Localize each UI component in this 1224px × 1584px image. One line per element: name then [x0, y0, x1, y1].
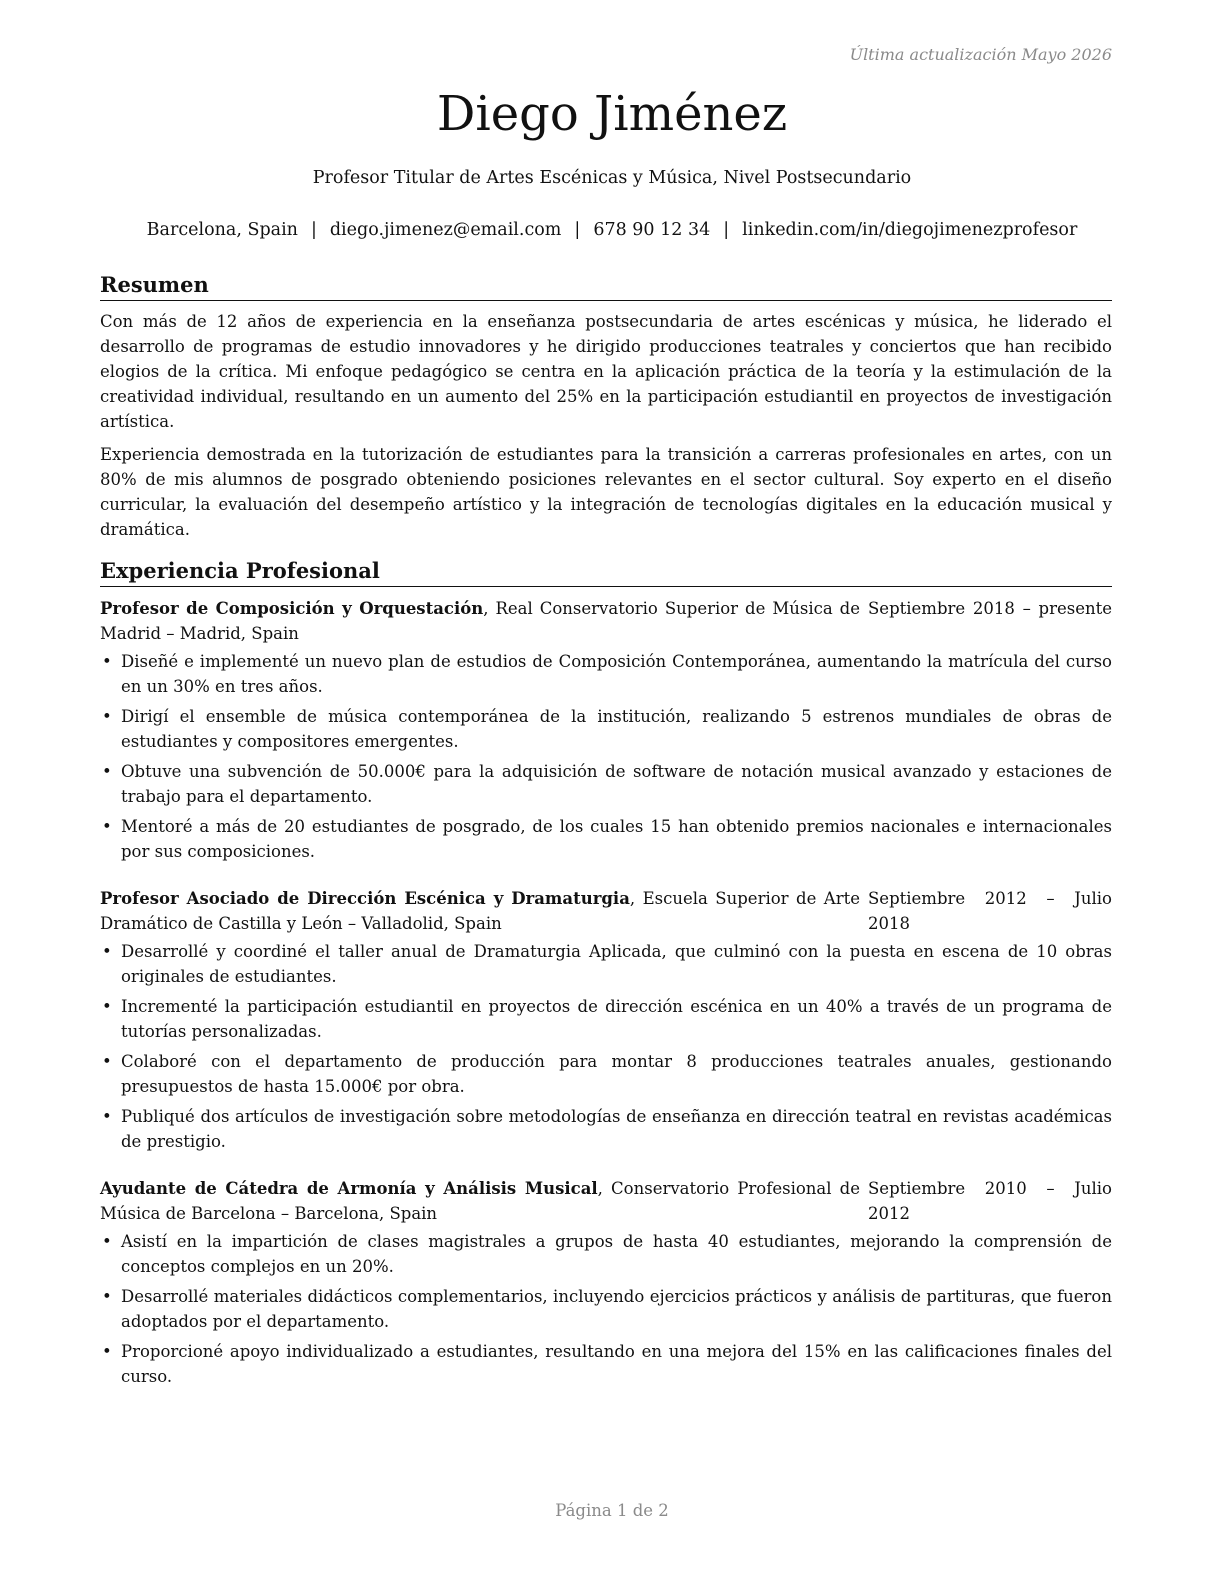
job-achievements — [100, 939, 1112, 1154]
bullet-icon: • — [102, 707, 112, 726]
contact-phone: 678 90 12 34 — [593, 220, 711, 240]
job-entry — [100, 886, 1112, 1154]
job-achievements — [100, 1229, 1112, 1389]
achievement-text: Colaboré con el departamento de producción para montar 8 producciones teatrales anuales, gestionando presupuestos de hasta 15.000€ por obra. — [121, 1052, 1112, 1096]
achievement-item — [100, 1104, 1112, 1154]
job-title: Profesor Asociado de Dirección Escénica y Dramaturgia — [100, 889, 630, 908]
achievement-text: Diseñé e implementé un nuevo plan de estudios de Composición Contemporánea, aumentando la matrícula del curso en un 30% en tres años. — [121, 652, 1112, 696]
achievement-item — [100, 939, 1112, 989]
job-role — [100, 886, 860, 936]
achievement-item — [100, 704, 1112, 754]
candidate-name: Diego Jiménez — [436, 86, 788, 142]
contact-location: Barcelona, Spain — [146, 220, 298, 240]
bullet-icon: • — [102, 997, 112, 1016]
bullet-icon: • — [102, 1107, 112, 1126]
job-entry — [100, 1176, 1112, 1389]
job-title: Profesor de Composición y Orquestación — [100, 599, 484, 618]
job-entry — [100, 596, 1112, 864]
job-dates: Septiembre 2018 – presente — [868, 599, 1112, 618]
achievement-item — [100, 1284, 1112, 1334]
job-title: Ayudante de Cátedra de Armonía y Análisis Musical — [100, 1179, 598, 1198]
bullet-icon: • — [102, 762, 112, 781]
achievement-item — [100, 814, 1112, 864]
bullet-icon: • — [102, 1052, 112, 1071]
achievement-text: Proporcioné apoyo individualizado a estudiantes, resultando en una mejora del 15% en las calificaciones finales del curso. — [121, 1342, 1112, 1386]
job-role — [100, 1176, 860, 1226]
bullet-icon: • — [102, 1232, 112, 1251]
job-organization: , Real Conservatorio Superior de Música de Madrid – Madrid, Spain — [100, 599, 860, 643]
achievement-item — [100, 1339, 1112, 1389]
job-organization: , Escuela Superior de Arte Dramático de Castilla y León – Valladolid, Spain — [100, 889, 860, 933]
contact-line — [0, 220, 1224, 240]
job-headline: Profesor Titular de Artes Escénicas y Música, Nivel Postsecundario — [312, 168, 912, 188]
page-number: Página 1 de 2 — [555, 1501, 669, 1520]
job-header — [100, 886, 1112, 936]
experience-section — [100, 556, 1112, 1389]
bullet-icon: • — [102, 1342, 112, 1361]
achievement-item — [100, 759, 1112, 809]
section-title-experience: Experiencia Profesional — [100, 556, 1112, 587]
job-header — [100, 596, 1112, 646]
contact-linkedin[interactable]: linkedin.com/in/diegojimenezprofesor — [742, 220, 1078, 240]
contact-separator: | — [574, 220, 581, 240]
achievement-item — [100, 649, 1112, 699]
summary-section — [100, 270, 1112, 542]
achievement-text: Obtuve una subvención de 50.000€ para la adquisición de software de notación musical avanzado y estaciones de trabajo para el departamento. — [121, 762, 1112, 806]
contact-separator: | — [310, 220, 317, 240]
job-role — [100, 596, 860, 646]
contact-email[interactable]: diego.jimenez@email.com — [329, 220, 562, 240]
achievement-text: Asistí en la impartición de clases magistrales a grupos de hasta 40 estudiantes, mejorando la comprensión de conceptos complejos en un 20%. — [121, 1232, 1112, 1276]
achievement-item — [100, 994, 1112, 1044]
achievement-text: Incrementé la participación estudiantil en proyectos de dirección escénica en un 40% a través de un programa de tutorías personalizadas. — [121, 997, 1112, 1041]
job-achievements — [100, 649, 1112, 864]
job-organization: , Conservatorio Profesional de Música de Barcelona – Barcelona, Spain — [100, 1179, 861, 1223]
achievement-item — [100, 1049, 1112, 1099]
job-header — [100, 1176, 1112, 1226]
achievement-text: Publiqué dos artículos de investigación sobre metodologías de enseñanza en dirección teatral en revistas académicas de prestigio. — [121, 1107, 1112, 1151]
bullet-icon: • — [102, 942, 112, 961]
resume-body — [100, 270, 1112, 1389]
bullet-icon: • — [102, 652, 112, 671]
summary-paragraph: Con más de 12 años de experiencia en la enseñanza postsecundaria de artes escénicas y música, he liderado el desarrollo de programas de estudio innovadores y he dirigido producciones teatrales y conciertos que han recibido elogios de la crítica. Mi enfoque pedagógico se centra en la aplicación práctica de la teoría y la estimulación de la creatividad individual, resultando en un aumento del 25% en la participación estudiantil en proyectos de investigación artística. — [100, 312, 1112, 431]
job-dates: Septiembre 2010 – Julio 2012 — [868, 1179, 1112, 1223]
achievement-text: Mentoré a más de 20 estudiantes de posgrado, de los cuales 15 han obtenido premios nacionales e internacionales por sus composiciones. — [121, 817, 1112, 861]
achievement-text: Desarrollé materiales didácticos complementarios, incluyendo ejercicios prácticos y análisis de partituras, que fueron adoptados por el departamento. — [121, 1287, 1112, 1331]
job-dates: Septiembre 2012 – Julio 2018 — [868, 889, 1112, 933]
section-title-summary: Resumen — [100, 270, 1112, 301]
achievement-text: Desarrollé y coordiné el taller anual de Dramaturgia Aplicada, que culminó con la puesta en escena de 10 obras originales de estudiantes. — [121, 942, 1112, 986]
achievement-text: Dirigí el ensemble de música contemporánea de la institución, realizando 5 estrenos mundiales de obras de estudiantes y compositores emergentes. — [121, 707, 1112, 751]
achievement-item — [100, 1229, 1112, 1279]
bullet-icon: • — [102, 1287, 112, 1306]
summary-paragraph: Experiencia demostrada en la tutorización de estudiantes para la transición a carreras profesionales en artes, con un 80% de mis alumnos de posgrado obteniendo posiciones relevantes en el sector cultural. Soy experto en el diseño curricular, la evaluación del desempeño artístico y la integración de tecnologías digitales en la educación musical y dramática. — [100, 445, 1112, 539]
bullet-icon: • — [102, 817, 112, 836]
contact-separator: | — [723, 220, 730, 240]
last-updated: Última actualización Mayo 2026 — [849, 45, 1112, 64]
